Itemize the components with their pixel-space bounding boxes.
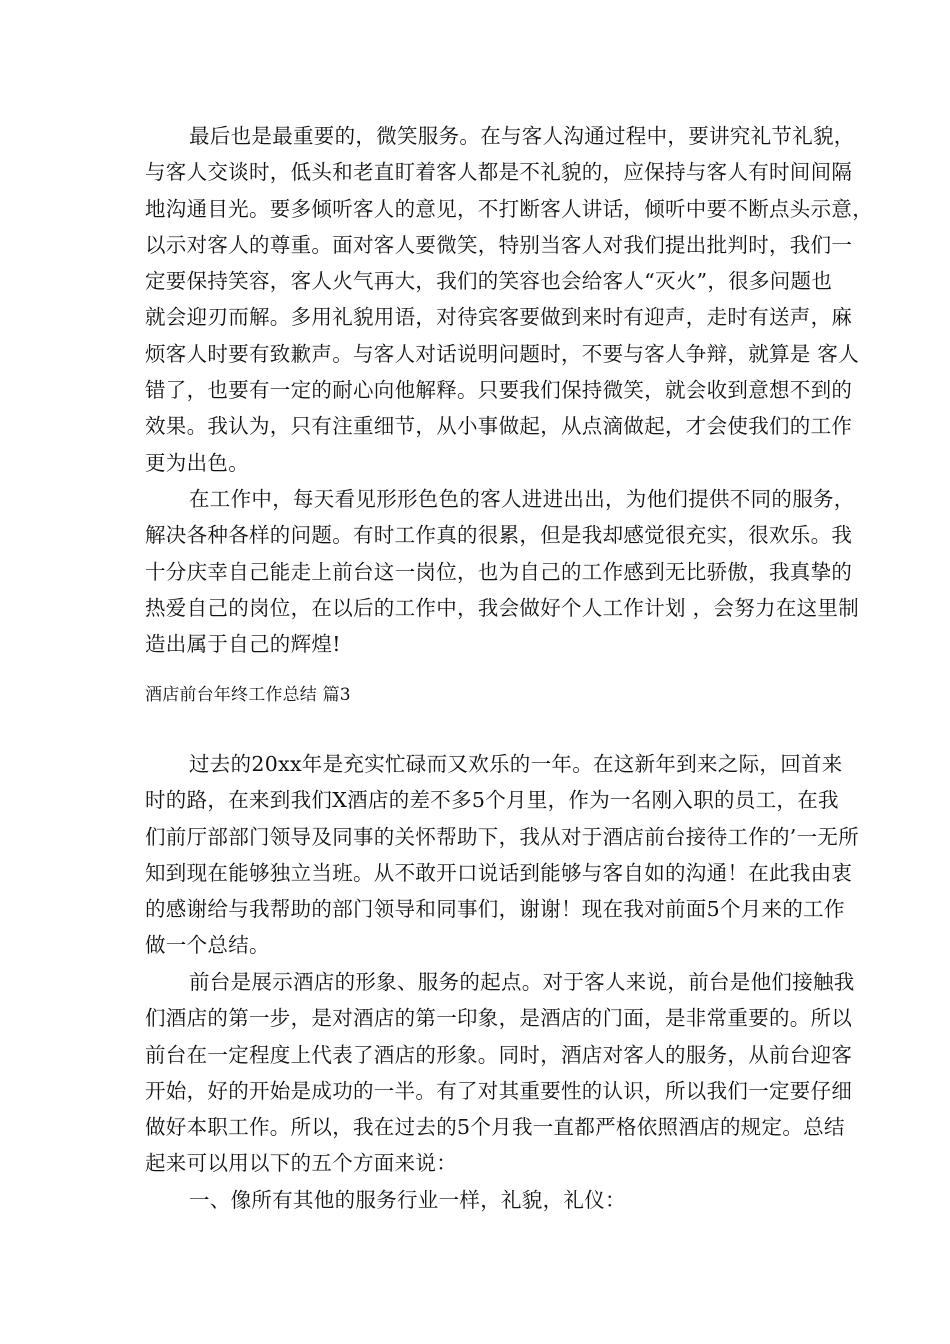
text-line: 最后也是最重要的，微笑服务。在与客人沟通过程中，要讲究礼节礼貌， xyxy=(189,124,855,148)
text-line: 做好本职工作。所以，我在过去的5个月我一直都严格依照酒店的规定。总结 xyxy=(145,1115,845,1140)
paragraph-work-feelings xyxy=(145,481,860,662)
text-line: 在工作中，每天看见形形色色的客人进进出出，为他们提供不同的服务， xyxy=(189,487,855,511)
text-line: 前台是展示酒店的形象、服务的起点。对于客人来说，前台是他们接触我 xyxy=(189,970,855,994)
text-line: 地沟通目光。要多倾听客人的意见，不打断客人讲话，倾听中要不断点头示意， xyxy=(145,196,873,221)
text-line: 们前厅部部门领导及同事的关怀帮助下，我从对于酒店前台接待工作的’一无所 xyxy=(145,824,860,849)
text-line: 知到现在能够独立当班。从不敢开口说话到能够与客自如的沟通！在此我由衷 xyxy=(145,860,853,885)
text-line: 起来可以用以下的五个方面来说： xyxy=(145,1151,457,1176)
paragraph-front-desk-image xyxy=(145,964,855,1182)
text-line: 烦客人时要有致歉声。与客人对话说明问题时，不要与客人争辩，就算是 客人 xyxy=(145,341,860,366)
text-line: 开始，好的开始是成功的一半。有了对其重要性的认识，所以我们一定要仔细 xyxy=(145,1078,853,1103)
text-line: 十分庆幸自己能走上前台这一岗位，也为自己的工作感到无比骄傲，我真挚的 xyxy=(145,559,853,584)
text-line: 造出属于自己的辉煌! xyxy=(145,632,341,657)
paragraph-smile-service xyxy=(145,118,873,481)
section-heading: 酒店前台年终工作总结 篇3 xyxy=(145,685,351,705)
text-line: 更为出色。 xyxy=(145,450,249,475)
text-line: 时的路，在来到我们X酒店的差不多5个月里，作为一名刚入职的员工，在我 xyxy=(145,788,839,813)
text-line: 就会迎刃而解。多用礼貌用语，对待宾客要做到来时有迎声，走时有送声，麻 xyxy=(145,305,853,330)
text-line: 效果。我认为，只有注重细节，从小事做起，从点滴做起，才会使我们的工作 xyxy=(145,414,853,439)
text-line: 错了，也要有一定的耐心向他解释。只要我们保持微笑，就会收到意想不到的 xyxy=(145,378,853,403)
paragraph-point-one xyxy=(145,1182,810,1218)
text-line: 热爱自己的岗位，在以后的工作中，我会做好个人工作计划 ，会努力在这里制 xyxy=(145,595,860,620)
text-line: 的感谢给与我帮助的部门领导和同事们，谢谢！现在我对前面5个月来的工作 xyxy=(145,897,845,922)
text-line: 解决各种各样的问题。有时工作真的很累，但是我却感觉很充实，很欢乐。我 xyxy=(145,523,853,548)
text-line: 们酒店的第一步，是对酒店的第一印象，是酒店的门面，是非常重要的。所以 xyxy=(145,1006,853,1031)
paragraph-year-review xyxy=(145,746,860,964)
text-line: 前台在一定程度上代表了酒店的形象。同时，酒店对客人的服务，从前台迎客 xyxy=(145,1042,853,1067)
text-line: 一、像所有其他的服务行业一样，礼貌，礼仪： xyxy=(189,1188,626,1212)
text-line: 做一个总结。 xyxy=(145,933,270,958)
text-line: 定要保持笑容，客人火气再大，我们的笑容也会给客人“灭火”，很多问题也 xyxy=(145,269,833,294)
text-line: 与客人交谈时，低头和老直盯着客人都是不礼貌的，应保持与客人有时间间隔 xyxy=(145,160,853,185)
text-line: 过去的20xx年是充实忙碌而又欢乐的一年。在这新年到来之际，回首来 xyxy=(189,752,843,776)
text-line: 以示对客人的尊重。面对客人要微笑，特别当客人对我们提出批判时，我们一 xyxy=(145,232,853,257)
